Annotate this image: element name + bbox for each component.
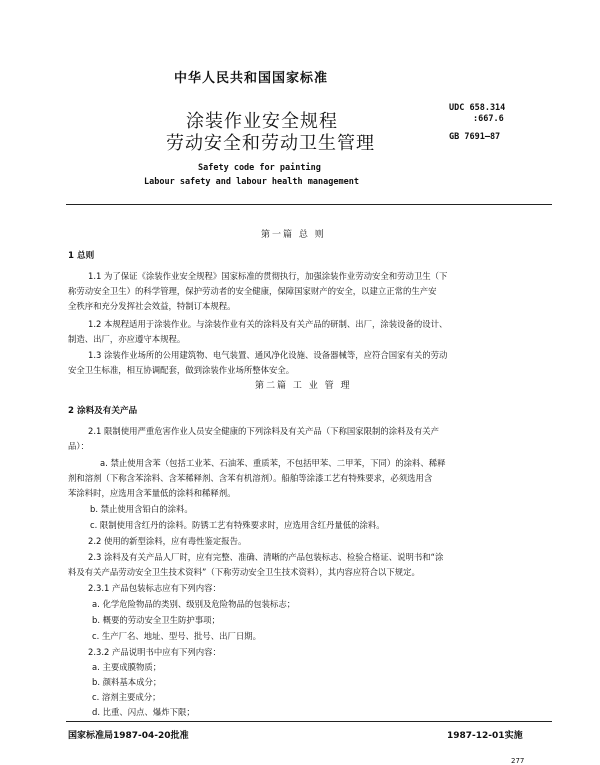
udc-line-1: UDC 658.314 [449,103,506,113]
footer-rule [66,721,552,722]
para-1-2: 1.2 本规程适用于涂装作业。与涂装作业有关的涂料及有关产品的研制、出厂，涂装设备的设计、 [88,319,448,329]
udc-line-2: :667.6 [473,114,504,124]
item-2-3-2-d: d. 比重、闪点、爆炸下限； [92,707,195,717]
standard-org: 中华人民共和国国家标准 [174,71,329,86]
item-2-3-2-c: c. 溶剂主要成分； [92,692,161,702]
item-2-3-1-c: c. 生产厂名、地址、型号、批号、出厂日期。 [92,631,262,641]
udc-code [449,103,505,125]
para-1-3-cont: 安全卫生标准，相互协调配套，做到涂装作业场所整体安全。 [68,365,295,375]
section-2-heading: 2 涂料及有关产品 [68,406,138,416]
item-2-3-2-b: b. 颜料基本成分； [92,677,162,687]
header-rule [66,204,552,205]
item-a: a. 禁止使用含苯（包括工业苯、石油苯、重质苯，不包括甲苯、二甲苯，下同）的涂料、稀释 [100,458,446,468]
page-number: 277 [511,757,525,765]
para-2-3: 2.3 涂料及有关产品人厂时，应有完整、准确、清晰的产品包装标志、检验合格证、说明书和“涂 [88,552,444,562]
item-2-3-1-a: a. 化学危险物品的类别、级别及危险物品的包装标志； [92,599,296,609]
para-1-2-cont: 制造、出厂，亦应遵守本规程。 [68,334,186,344]
section-1-heading: 1 总则 [68,251,95,261]
item-b: b. 禁止使用含铅白的涂料。 [90,504,193,514]
para-1-3: 1.3 涂装作业场所的公用建筑物、电气装置、通风净化设施、设备器械等，应符合国家有关的劳动 [88,350,448,360]
para-1-1-cont: 全秩序和充分发挥社会效益，特制订本规程。 [68,301,236,311]
title-line-2: 劳动安全和劳动卫生管理 [166,133,375,154]
english-title-1: Safety code for painting [198,163,321,173]
para-2-3-1: 2.3.1 产品包装标志应有下列内容： [88,583,221,593]
part2-title: 第二篇 工 业 管 理 [255,381,352,391]
item-2-3-2-a: a. 主要成膜物质； [92,662,162,672]
english-title-2: Labour safety and labour health management [144,177,359,187]
para-2-1: 2.1 限制使用严重危害作业人员安全健康的下列涂料及有关产品（下称国家限制的涂料及有关产 [88,426,439,436]
approval-date: 国家标准局1987-04-20批准 [68,731,189,741]
para-2-2: 2.2 使用的新型涂料，应有毒性鉴定报告。 [88,536,247,546]
title-line-1: 涂装作业安全规程 [186,111,338,132]
item-a-cont: 苯涂料时，应选用含苯量低的涂料和稀释剂。 [68,488,236,498]
part1-title: 第一篇 总 则 [261,230,326,240]
item-a-cont: 剂和溶剂（下称含苯涂料、含苯稀释剂、含苯有机溶剂）。船舶等涂漆工艺有特殊要求，必须选用含 [68,473,433,483]
item-c: c. 限制使用含红丹的涂料。防锈工艺有特殊要求时，应选用含红丹量低的涂料。 [90,520,385,530]
para-1-1-cont: 称劳动安全卫生）的科学管理，保护劳动者的安全健康，保障国家财产的安全，以建立正常的生产安 [68,286,437,296]
para-2-3-cont: 料及有关产品劳动安全卫生技术资料”（下称劳动安全卫生技术资料），其内容应符合以下规定。 [68,567,420,577]
para-2-1-cont: 品）： [68,441,89,451]
gb-code: GB 7691—87 [449,132,501,142]
effective-date: 1987-12-01实施 [447,731,523,741]
item-2-3-1-b: b. 概要的劳动安全卫生防护事项； [92,615,220,625]
para-2-3-2: 2.3.2 产品说明书中应有下列内容： [88,647,221,657]
para-1-1: 1.1 为了保证《涂装作业安全规程》国家标准的贯彻执行，加强涂装作业劳动安全和劳动卫生（下 [88,271,448,281]
